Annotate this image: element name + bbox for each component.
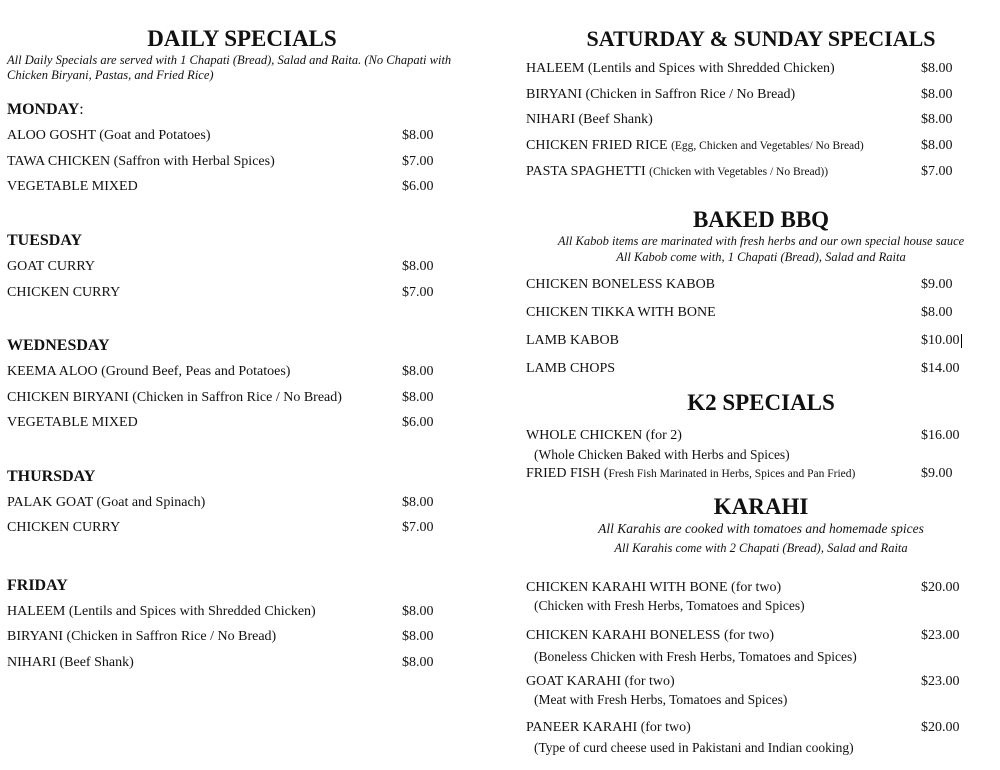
karahi-note-2: All Karahis come with 2 Chapati (Bread), Salad and Raita — [614, 541, 908, 555]
bbq-note-2: All Kabob come with, 1 Chapati (Bread), Salad and Raita — [616, 250, 906, 264]
text-cursor — [961, 334, 962, 348]
menu-item: CHICKEN CURRY $7.00 — [7, 285, 434, 300]
menu-item: PANEER KARAHI (for two) $20.00 — [526, 720, 960, 735]
k2-specials-title: K2 SPECIALS — [687, 390, 835, 415]
menu-item-description: (Meat with Fresh Herbs, Tomatoes and Spices) — [534, 692, 788, 707]
menu-item-description: (Boneless Chicken with Fresh Herbs, Tomatoes and Spices) — [534, 649, 857, 664]
menu-item: CHICKEN KARAHI BONELESS (for two) $23.00 — [526, 628, 960, 643]
menu-item: BIRYANI (Chicken in Saffron Rice / No Bread) $8.00 — [7, 629, 434, 644]
menu-item: VEGETABLE MIXED $6.00 — [7, 179, 434, 194]
menu-item: ALOO GOSHT (Goat and Potatoes) $8.00 — [7, 128, 434, 143]
karahi-note-1: All Karahis are cooked with tomatoes and homemade spices — [598, 521, 924, 536]
menu-item: PASTA SPAGHETTI (Chicken with Vegetables / No Bread)) $7.00 — [526, 164, 953, 179]
daily-specials-note: All Daily Specials are served with 1 Chapati (Bread), Salad and Raita. (No Chapati with Chicken Biryani, Pastas, and Fried Rice) — [7, 53, 452, 82]
menu-item: CHICKEN FRIED RICE (Egg, Chicken and Vegetables/ No Bread) $8.00 — [526, 138, 953, 153]
daily-specials-title: DAILY SPECIALS — [147, 26, 337, 51]
wednesday-heading: WEDNESDAY — [7, 337, 110, 354]
menu-item-description: (Whole Chicken Baked with Herbs and Spices) — [534, 447, 790, 462]
menu-item: FRIED FISH (Fresh Fish Marinated in Herbs, Spices and Pan Fried) $9.00 — [526, 466, 953, 481]
menu-item-description: (Type of curd cheese used in Pakistani and Indian cooking) — [534, 740, 854, 755]
baked-bbq-title: BAKED BBQ — [692, 207, 830, 232]
menu-item: CHICKEN BIRYANI (Chicken in Saffron Rice / No Bread) $8.00 — [7, 390, 434, 405]
menu-item: NIHARI (Beef Shank) $8.00 — [526, 112, 953, 127]
menu-item: LAMB KABOB $10.00 — [526, 333, 960, 348]
menu-item: VEGETABLE MIXED $6.00 — [7, 415, 434, 430]
menu-item-description: (Chicken with Fresh Herbs, Tomatoes and Spices) — [534, 598, 805, 613]
menu-item: TAWA CHICKEN (Saffron with Herbal Spices) $7.00 — [7, 154, 434, 169]
weekend-specials-title: SATURDAY & SUNDAY SPECIALS — [586, 26, 936, 51]
menu-item: CHICKEN TIKKA WITH BONE $8.00 — [526, 305, 953, 320]
karahi-title: KARAHI — [713, 494, 809, 519]
menu-item: WHOLE CHICKEN (for 2) $16.00 — [526, 428, 960, 443]
bbq-note-1: All Kabob items are marinated with fresh herbs and our own special house sauce — [557, 234, 965, 248]
monday-heading: MONDAY: — [7, 101, 84, 118]
menu-item: HALEEM (Lentils and Spices with Shredded Chicken) $8.00 — [526, 61, 953, 76]
menu-item: BIRYANI (Chicken in Saffron Rice / No Bread) $8.00 — [526, 87, 953, 102]
menu-item: LAMB CHOPS $14.00 — [526, 361, 960, 376]
menu-item: GOAT CURRY $8.00 — [7, 259, 434, 274]
menu-item: CHICKEN BONELESS KABOB $9.00 — [526, 277, 953, 292]
menu-item: NIHARI (Beef Shank) $8.00 — [7, 655, 434, 670]
menu-item: KEEMA ALOO (Ground Beef, Peas and Potatoes) $8.00 — [7, 364, 434, 379]
friday-heading: FRIDAY — [7, 577, 68, 594]
menu-item: PALAK GOAT (Goat and Spinach) $8.00 — [7, 495, 434, 510]
menu-item: CHICKEN KARAHI WITH BONE (for two) $20.00 — [526, 580, 960, 595]
tuesday-heading: TUESDAY — [7, 232, 82, 249]
menu-item: HALEEM (Lentils and Spices with Shredded Chicken) $8.00 — [7, 604, 434, 619]
thursday-heading: THURSDAY — [7, 468, 96, 485]
menu-item: CHICKEN CURRY $7.00 — [7, 520, 434, 535]
menu-item: GOAT KARAHI (for two) $23.00 — [526, 674, 960, 689]
